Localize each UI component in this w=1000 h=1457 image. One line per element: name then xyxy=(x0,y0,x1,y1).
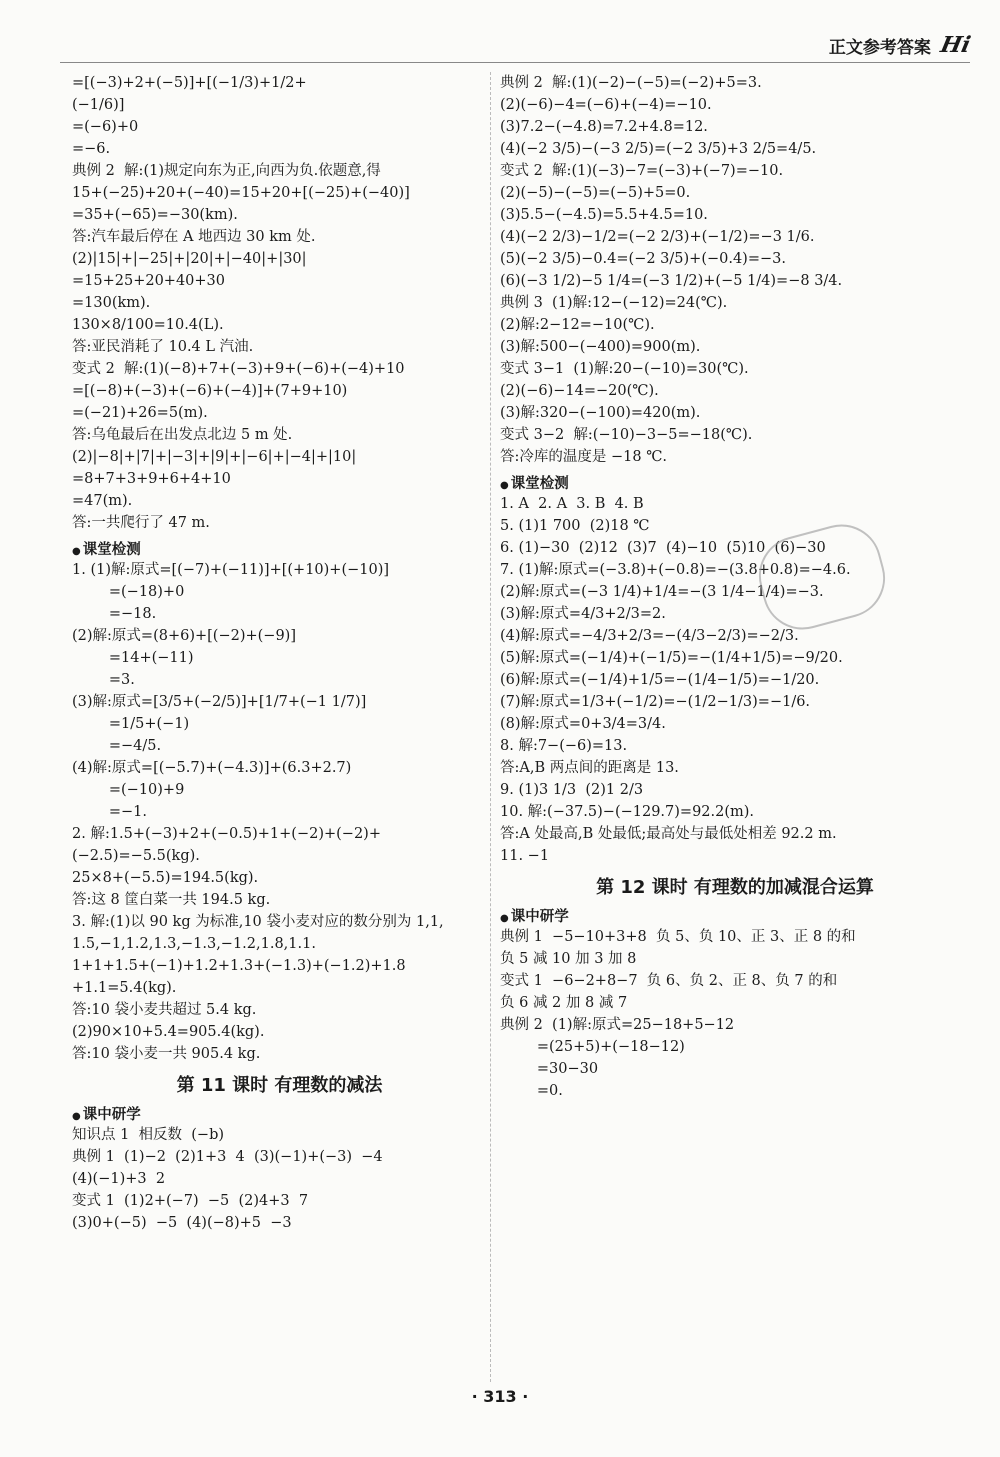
page-header xyxy=(828,28,973,62)
answer-line: =130(km). xyxy=(72,295,151,311)
section-heading: ● 课堂检测 xyxy=(72,538,487,559)
answer-line: 5. (1)1 700 (2)18 ℃ xyxy=(500,518,650,534)
answer-line: 1.5,−1,1.2,1.3,−1.3,−1.2,1.8,1.1. xyxy=(72,936,316,952)
answer-line: 典例 1 −5−10+3+8 负 5、负 10、正 3、正 8 的和 xyxy=(500,929,856,945)
answer-line: 变式 1 −6−2+8−7 负 6、负 2、正 8、负 7 的和 xyxy=(500,973,838,989)
answer-line: =47(m). xyxy=(72,493,133,509)
left-check-answers xyxy=(72,559,487,1065)
answer-line: 知识点 1 相反数 (−b) xyxy=(72,1127,225,1143)
answer-line: (6)解:原式=(−1/4)+1/5=−(1/4−1/5)=−1/20. xyxy=(500,672,820,688)
answer-line: (3)5.5−(−4.5)=5.5+4.5=10. xyxy=(500,207,708,223)
answer-line: 答:亚民消耗了 10.4 L 汽油. xyxy=(72,339,254,355)
lesson-title: 第 12 课时 有理数的加减混合运算 xyxy=(596,877,874,898)
answer-line: =15+25+20+40+30 xyxy=(72,273,226,289)
answer-line: (2)解:原式=(8+6)+[(−2)+(−9)] xyxy=(72,628,296,644)
answer-line: (4)解:原式=−4/3+2/3=−(4/3−2/3)=−2/3. xyxy=(500,628,799,644)
answer-line: 答:乌龟最后在出发点北边 5 m 处. xyxy=(72,427,293,443)
answer-line: (3)解:320−(−100)=420(m). xyxy=(500,405,701,421)
answer-line: 15+(−25)+20+(−40)=15+20+[(−25)+(−40)] xyxy=(72,185,410,201)
answer-line: 25×8+(−5.5)=194.5(kg). xyxy=(72,870,259,886)
answer-line: =−4/5. xyxy=(72,738,162,754)
answer-line: 9. (1)3 1/3 (2)1 2/3 xyxy=(500,782,644,798)
answer-line: =(−18)+0 xyxy=(72,584,185,600)
answer-line: 答:这 8 筐白菜一共 194.5 kg. xyxy=(72,892,271,908)
answer-line: (3)0+(−5) −5 (4)(−8)+5 −3 xyxy=(72,1215,292,1231)
answer-line: =−1. xyxy=(72,804,148,820)
answer-line: (5)(−2 3/5)−0.4=(−2 3/5)+(−0.4)=−3. xyxy=(500,251,786,267)
answer-line: (2)(−5)−(−5)=(−5)+5=0. xyxy=(500,185,691,201)
answer-line: (3)解:原式=[3/5+(−2/5)]+[1/7+(−1 1/7)] xyxy=(72,694,367,710)
header-rule xyxy=(60,62,970,63)
answer-line: =3. xyxy=(72,672,135,688)
answer-line: (2)解:原式=(−3 1/4)+1/4=−(3 1/4−1/4)=−3. xyxy=(500,584,824,600)
answer-line: 答:汽车最后停在 A 地西边 30 km 处. xyxy=(72,229,316,245)
answer-line: (4)解:原式=[(−5.7)+(−4.3)]+(6.3+2.7) xyxy=(72,760,352,776)
answer-line: 变式 2 解:(1)(−8)+7+(−3)+9+(−6)+(−4)+10 xyxy=(72,361,405,377)
answer-line: =(−21)+26=5(m). xyxy=(72,405,208,421)
answer-line: +1.1=5.4(kg). xyxy=(72,980,177,996)
answer-line: =35+(−65)=−30(km). xyxy=(72,207,238,223)
answer-line: 典例 2 解:(1)(−2)−(−5)=(−2)+5=3. xyxy=(500,75,762,91)
answer-line: 答:冷库的温度是 −18 ℃. xyxy=(500,449,668,465)
answer-line: 1. (1)解:原式=[(−7)+(−11)]+[(+10)+(−10)] xyxy=(72,562,390,578)
answer-line: (4)(−1)+3 2 xyxy=(72,1171,166,1187)
right-answers xyxy=(500,72,970,468)
column-divider xyxy=(490,72,491,1382)
answer-line: (3)7.2−(−4.8)=7.2+4.8=12. xyxy=(500,119,708,135)
answer-line: 答:一共爬行了 47 m. xyxy=(72,515,210,531)
answer-line: 7. (1)解:原式=(−3.8)+(−0.8)=−(3.8+0.8)=−4.6. xyxy=(500,562,851,578)
answer-line: 答:A 处最高,B 处最低;最高处与最低处相差 92.2 m. xyxy=(500,826,837,842)
page-number: · 313 · xyxy=(471,1387,529,1406)
answer-line: 答:10 袋小麦一共 905.4 kg. xyxy=(72,1046,261,1062)
answer-line: 11. −1 xyxy=(500,848,550,864)
answer-line: =14+(−11) xyxy=(72,650,194,666)
answer-line: =30−30 xyxy=(500,1061,599,1077)
answer-line: (7)解:原式=1/3+(−1/2)=−(1/2−1/3)=−1/6. xyxy=(500,694,811,710)
brand-logo: Hi xyxy=(938,32,973,58)
answer-line: (2)(−6)−4=(−6)+(−4)=−10. xyxy=(500,97,712,113)
answer-line: (3)解:原式=4/3+2/3=2. xyxy=(500,606,666,622)
answer-line: =(−6)+0 xyxy=(72,119,139,135)
answer-line: 1. A 2. A 3. B 4. B xyxy=(500,496,644,512)
answer-line: (2)(−6)−14=−20(℃). xyxy=(500,383,659,399)
answer-line: =8+7+3+9+6+4+10 xyxy=(72,471,231,487)
answer-line: 变式 2 解:(1)(−3)−7=(−3)+(−7)=−10. xyxy=(500,163,784,179)
answer-line: (4)(−2 3/5)−(−3 2/5)=(−2 3/5)+3 2/5=4/5. xyxy=(500,141,817,157)
answer-line: (4)(−2 2/3)−1/2=(−2 2/3)+(−1/2)=−3 1/6. xyxy=(500,229,815,245)
answer-line: =0. xyxy=(500,1083,563,1099)
answer-line: 1+1+1.5+(−1)+1.2+1.3+(−1.3)+(−1.2)+1.8 xyxy=(72,958,406,974)
answer-line: 答:10 袋小麦共超过 5.4 kg. xyxy=(72,1002,257,1018)
right-study-answers xyxy=(500,926,970,1102)
answer-line: 10. 解:(−37.5)−(−129.7)=92.2(m). xyxy=(500,804,755,820)
answer-line: 变式 3−1 (1)解:20−(−10)=30(℃). xyxy=(500,361,749,377)
answer-line: =(−10)+9 xyxy=(72,782,185,798)
answer-line: 3. 解:(1)以 90 kg 为标准,10 袋小麦对应的数分别为 1,1, xyxy=(72,914,444,930)
answer-line: 典例 1 (1)−2 (2)1+3 4 (3)(−1)+(−3) −4 xyxy=(72,1149,383,1165)
answer-line: 2. 解:1.5+(−3)+2+(−0.5)+1+(−2)+(−2)+ xyxy=(72,826,381,842)
answer-line: =[(−3)+2+(−5)]+[(−1/3)+1/2+ xyxy=(72,75,307,91)
answer-line: (3)解:500−(−400)=900(m). xyxy=(500,339,701,355)
left-study-answers xyxy=(72,1124,487,1234)
answer-line: (−1/6)] xyxy=(72,97,125,113)
answer-line: 答:A,B 两点间的距离是 13. xyxy=(500,760,679,776)
answer-line: =[(−8)+(−3)+(−6)+(−4)]+(7+9+10) xyxy=(72,383,348,399)
answer-line: 典例 3 (1)解:12−(−12)=24(℃). xyxy=(500,295,728,311)
answer-line: =−18. xyxy=(72,606,157,622)
answer-line: (−2.5)=−5.5(kg). xyxy=(72,848,200,864)
answer-line: (5)解:原式=(−1/4)+(−1/5)=−(1/4+1/5)=−9/20. xyxy=(500,650,843,666)
left-column xyxy=(72,72,487,1234)
right-check-answers xyxy=(500,493,970,867)
section-heading: ● 课中研学 xyxy=(72,1103,487,1124)
answer-line: (2)解:2−12=−10(℃). xyxy=(500,317,655,333)
left-answers xyxy=(72,72,487,534)
answer-line: 变式 1 (1)2+(−7) −5 (2)4+3 7 xyxy=(72,1193,309,1209)
answer-line: 典例 2 解:(1)规定向东为正,向西为负.依题意,得 xyxy=(72,163,381,179)
section-heading: ● 课中研学 xyxy=(500,905,970,926)
lesson-title: 第 11 课时 有理数的减法 xyxy=(176,1075,383,1096)
answer-line: =−6. xyxy=(72,141,111,157)
answer-line: 负 6 减 2 加 8 减 7 xyxy=(500,995,628,1011)
header-title: 正文参考答案 xyxy=(828,37,931,58)
answer-line: 负 5 减 10 加 3 加 8 xyxy=(500,951,637,967)
answer-line: (2)|15|+|−25|+|20|+|−40|+|30| xyxy=(72,251,307,267)
answer-line: (2)90×10+5.4=905.4(kg). xyxy=(72,1024,265,1040)
section-heading: ● 课堂检测 xyxy=(500,472,970,493)
answer-line: 8. 解:7−(−6)=13. xyxy=(500,738,628,754)
answer-line: 6. (1)−30 (2)12 (3)7 (4)−10 (5)10 (6)−30 xyxy=(500,540,826,556)
answer-line: =1/5+(−1) xyxy=(72,716,190,732)
answer-line: 变式 3−2 解:(−10)−3−5=−18(℃). xyxy=(500,427,753,443)
right-column xyxy=(500,72,970,1102)
answer-line: (2)|−8|+|7|+|−3|+|9|+|−6|+|−4|+|10| xyxy=(72,449,357,465)
answer-line: (6)(−3 1/2)−5 1/4=(−3 1/2)+(−5 1/4)=−8 3/4. xyxy=(500,273,843,289)
answer-line: 典例 2 (1)解:原式=25−18+5−12 xyxy=(500,1017,735,1033)
answer-line: =(25+5)+(−18−12) xyxy=(500,1039,685,1055)
answer-line: 130×8/100=10.4(L). xyxy=(72,317,224,333)
answer-line: (8)解:原式=0+3/4=3/4. xyxy=(500,716,666,732)
